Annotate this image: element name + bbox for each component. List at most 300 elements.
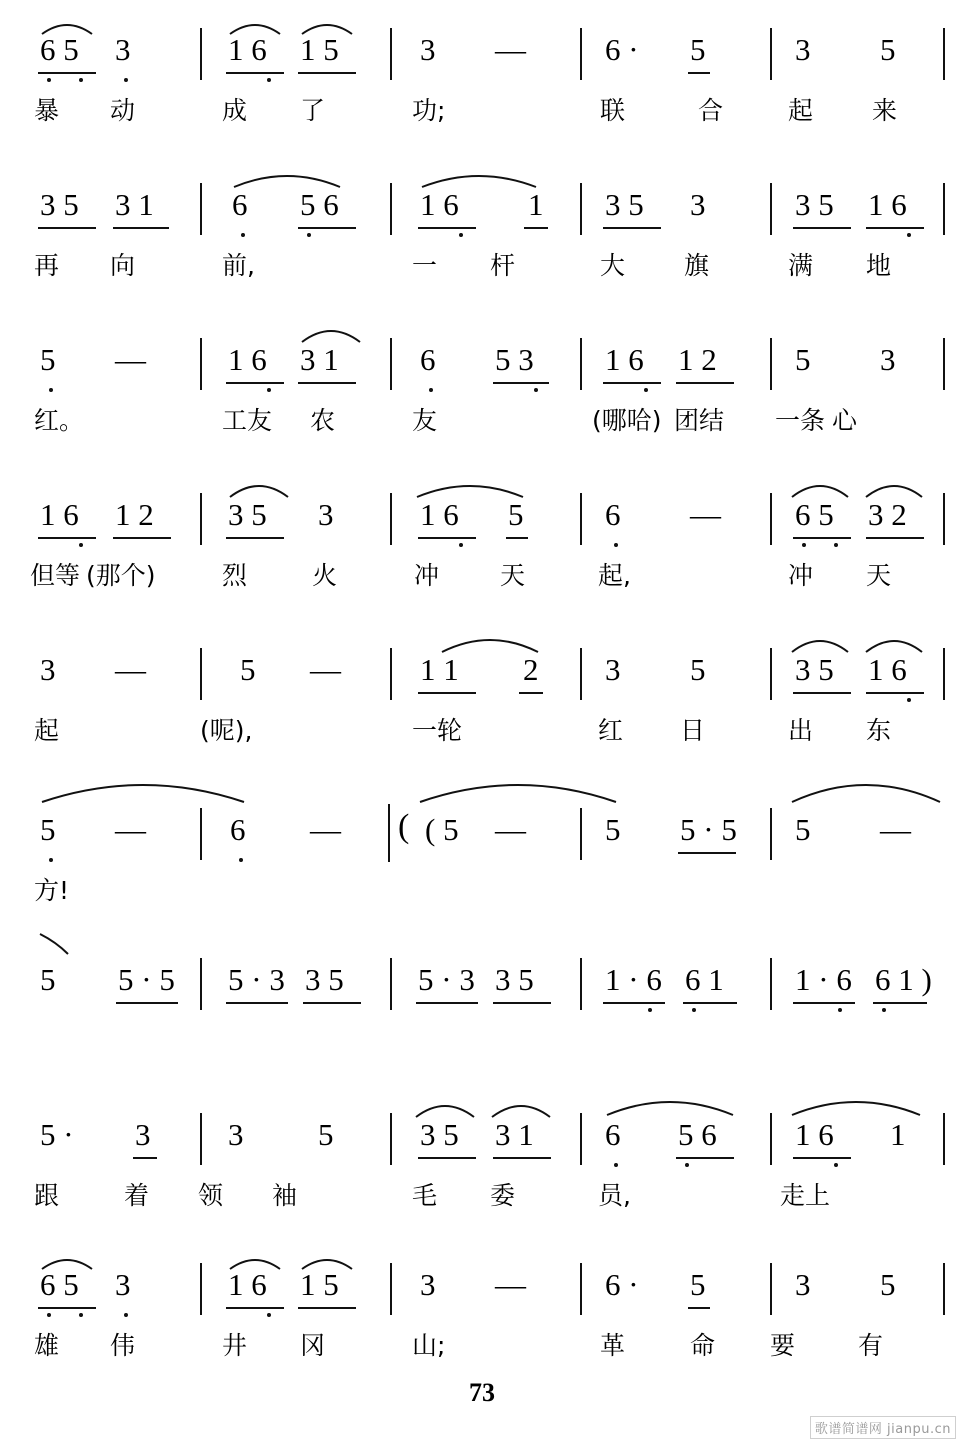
note-group: 5 [795, 342, 811, 377]
note-group: 1 6 [40, 497, 79, 532]
octave-dot [614, 543, 618, 547]
barline [943, 183, 945, 235]
lyric: 心 [832, 406, 858, 435]
lyric: 红。 [34, 406, 85, 435]
octave-dot [648, 1008, 652, 1012]
octave-dot [614, 1163, 618, 1167]
note-group: 5 [880, 1267, 896, 1302]
note-group: 1 2 [115, 497, 154, 532]
note-group: 3 5 [795, 187, 834, 222]
note-group: — [495, 812, 526, 847]
staff-system-4 [0, 475, 964, 625]
note-group: 1 [890, 1117, 906, 1152]
octave-dot [267, 78, 271, 82]
beam-line [418, 1157, 476, 1159]
lyric: 命 [690, 1331, 716, 1360]
note-group: 5 [690, 652, 706, 687]
staff-system-6 [0, 790, 964, 940]
barline [200, 493, 202, 545]
lyric: 领 [198, 1181, 224, 1210]
beam-line [418, 227, 476, 229]
barline [390, 338, 392, 390]
staff-system-3 [0, 320, 964, 470]
note-group: 3 [795, 32, 811, 67]
barline [390, 493, 392, 545]
beam-line [678, 852, 736, 854]
barline [388, 804, 390, 862]
beam-line [418, 537, 476, 539]
barline [943, 493, 945, 545]
beam-line [873, 1002, 927, 1004]
lyric: 毛 [412, 1181, 438, 1210]
beam-line [493, 382, 549, 384]
lyric: (呢), [200, 716, 253, 745]
slur-icon [40, 776, 246, 804]
barline [770, 808, 772, 860]
note-group: 6 [605, 497, 621, 532]
lyric: 成 [222, 96, 248, 125]
lyric: 走上 [780, 1181, 831, 1210]
note-group: — [115, 812, 146, 847]
barline [390, 958, 392, 1010]
note-group: 5 [318, 1117, 334, 1152]
octave-dot [459, 233, 463, 237]
note-group: 5 [40, 962, 56, 997]
lyric: 火 [312, 561, 338, 590]
barline [943, 28, 945, 80]
lyric: 袖 [272, 1181, 298, 1210]
lyric: 合 [698, 96, 724, 125]
note-group: 3 [420, 1267, 436, 1302]
lyric: 来 [872, 96, 898, 125]
note-group: 6 [605, 1117, 621, 1152]
barline [200, 648, 202, 700]
barline [390, 1113, 392, 1165]
note-group: 6 [420, 342, 436, 377]
lyric: (哪哈) [592, 406, 662, 435]
lyric: 地 [866, 251, 892, 280]
beam-line [226, 382, 284, 384]
barline [770, 338, 772, 390]
note-group: 5 [508, 497, 524, 532]
slur-icon [864, 479, 924, 499]
lyric: 井 [222, 1331, 248, 1360]
octave-dot [644, 388, 648, 392]
note-group: 3 2 [868, 497, 907, 532]
note-group: 5 [240, 652, 256, 687]
lyric: 暴 [34, 96, 60, 125]
note-group: 5 [605, 812, 621, 847]
note-group: 5 [690, 1267, 706, 1302]
slur-icon [440, 632, 540, 654]
note-group: 5 · 5 [118, 962, 175, 997]
beam-line [113, 227, 169, 229]
note-group: 1 · 6 [605, 962, 662, 997]
note-group: 6 · [605, 32, 639, 67]
note-group: 3 5 [40, 187, 79, 222]
lyric: 一轮 [412, 716, 463, 745]
octave-dot [692, 1008, 696, 1012]
note-group: ( 5 [425, 812, 459, 847]
octave-dot [307, 233, 311, 237]
slur-icon [418, 776, 618, 804]
beam-line [793, 537, 851, 539]
staff-system-7 [0, 940, 964, 1090]
note-group: 3 [228, 1117, 244, 1152]
slur-icon [605, 1095, 735, 1117]
beam-line [493, 1002, 551, 1004]
octave-dot [429, 388, 433, 392]
lyric: 前, [222, 251, 255, 280]
note-group: 1 6 [795, 1117, 834, 1152]
lyric: 工友 [222, 406, 273, 435]
beam-line [493, 1157, 551, 1159]
beam-line [418, 692, 476, 694]
barline [770, 1113, 772, 1165]
note-group: 3 [40, 652, 56, 687]
slur-icon [228, 479, 290, 499]
note-group: 5 6 [300, 187, 339, 222]
octave-dot [79, 1313, 83, 1317]
lyric: 大 [600, 251, 626, 280]
slur-icon [300, 324, 362, 344]
slur-icon [38, 932, 72, 956]
beam-line [688, 72, 710, 74]
octave-dot [907, 233, 911, 237]
octave-dot [534, 388, 538, 392]
lyric: 冈 [300, 1331, 326, 1360]
barline [200, 808, 202, 860]
barline [943, 1113, 945, 1165]
note-group: 6 5 [795, 497, 834, 532]
octave-dot [267, 1313, 271, 1317]
beam-line [866, 227, 924, 229]
slur-icon [420, 169, 538, 189]
barline [390, 183, 392, 235]
note-group: 3 [795, 1267, 811, 1302]
beam-line [793, 1002, 855, 1004]
beam-line [519, 692, 543, 694]
note-group: 3 5 [605, 187, 644, 222]
lyric: 有 [858, 1331, 884, 1360]
barline [943, 648, 945, 700]
beam-line [226, 72, 284, 74]
note-group: 1 6 [420, 497, 459, 532]
beam-line [683, 1002, 737, 1004]
slur-icon [415, 479, 525, 499]
barline [770, 1263, 772, 1315]
watermark [810, 1416, 956, 1439]
note-group: 6 1 ) [875, 962, 932, 997]
note-group: 3 [115, 32, 131, 67]
note-group: 5 · 3 [228, 962, 285, 997]
note-group: 6 5 [40, 1267, 79, 1302]
note-group: 3 [605, 652, 621, 687]
beam-line [38, 72, 96, 74]
barline [580, 183, 582, 235]
lyric: 满 [788, 251, 814, 280]
note-group: 5 · [40, 1117, 74, 1152]
lyric: 杆 [490, 251, 516, 280]
beam-line [38, 1307, 96, 1309]
lyric: 友 [412, 406, 438, 435]
barline [200, 183, 202, 235]
lyric: 冲 [414, 561, 440, 590]
lyric: 要 [770, 1331, 796, 1360]
lyric: 东 [866, 716, 892, 745]
note-group: 3 1 [115, 187, 154, 222]
beam-line [226, 1002, 288, 1004]
note-group: 5 [795, 812, 811, 847]
staff-system-1 [0, 10, 964, 160]
note-group: 3 1 [495, 1117, 534, 1152]
lyric: 红 [598, 716, 624, 745]
octave-dot [802, 543, 806, 547]
slur-icon [790, 479, 850, 499]
lyric: 员, [598, 1181, 631, 1210]
note-group: 1 5 [300, 1267, 339, 1302]
note-group: 3 [880, 342, 896, 377]
lyric: 委 [490, 1181, 516, 1210]
lyric: 伟 [110, 1331, 136, 1360]
note-group: — [495, 32, 526, 67]
note-group: 5 [40, 342, 56, 377]
barline [943, 338, 945, 390]
beam-line [793, 692, 851, 694]
note-group: 6 [232, 187, 248, 222]
lyric: 旗 [684, 251, 710, 280]
lyric: 方! [34, 876, 70, 905]
octave-dot [834, 543, 838, 547]
page-number: 73 [469, 1378, 495, 1407]
barline [200, 958, 202, 1010]
note-group: 3 [420, 32, 436, 67]
note-group: 3 [318, 497, 334, 532]
lyric: 跟 [34, 1181, 60, 1210]
barline [580, 493, 582, 545]
barline [580, 958, 582, 1010]
note-group: 5 [40, 812, 56, 847]
note-group: 5 [690, 32, 706, 67]
barline [770, 183, 772, 235]
note-group: 1 6 [868, 187, 907, 222]
note-group: — [690, 497, 721, 532]
lyric: 日 [680, 716, 706, 745]
note-group: 1 6 [228, 32, 267, 67]
barline [580, 1113, 582, 1165]
beam-line [676, 1157, 734, 1159]
barline [943, 1263, 945, 1315]
slur-icon [790, 1095, 922, 1117]
lyric: 再 [34, 251, 60, 280]
staff-system-5 [0, 630, 964, 780]
barline [770, 958, 772, 1010]
beam-line [298, 227, 356, 229]
octave-dot [124, 78, 128, 82]
lyric: 动 [110, 96, 136, 125]
slur-icon [864, 634, 924, 654]
lyric: 了 [300, 96, 326, 125]
octave-dot [834, 1163, 838, 1167]
beam-line [603, 227, 661, 229]
beam-line [38, 537, 96, 539]
note-group: — [310, 652, 341, 687]
barline [200, 338, 202, 390]
slur-icon [414, 1099, 476, 1119]
beam-line [226, 537, 284, 539]
watermark-text: 歌谱简谱网 jianpu.cn [810, 1416, 956, 1439]
lyric: 联 [600, 96, 626, 125]
beam-line [38, 227, 96, 229]
note-group: 1 6 [420, 187, 459, 222]
note-group: — [310, 812, 341, 847]
lyric: 冲 [788, 561, 814, 590]
lyric: 起, [598, 561, 631, 590]
octave-dot [49, 858, 53, 862]
barline [200, 28, 202, 80]
lyric: 起 [788, 96, 814, 125]
note-group: 5 3 [495, 342, 534, 377]
lyric: 一 [412, 251, 438, 280]
octave-dot [79, 543, 83, 547]
repeat-open-paren: ( [398, 808, 410, 845]
beam-line [303, 1002, 361, 1004]
note-group: 5 [880, 32, 896, 67]
note-group: — [115, 342, 146, 377]
note-group: 3 5 [228, 497, 267, 532]
octave-dot [47, 78, 51, 82]
octave-dot [838, 1008, 842, 1012]
barline [580, 1263, 582, 1315]
staff-system-9 [0, 1245, 964, 1395]
slur-icon [790, 776, 942, 804]
note-group: 3 5 [795, 652, 834, 687]
slur-icon [790, 634, 850, 654]
note-group: 1 2 [678, 342, 717, 377]
lyric: 着 [124, 1181, 150, 1210]
note-group: 1 1 [420, 652, 459, 687]
lyric: 起 [34, 716, 60, 745]
beam-line [793, 1157, 851, 1159]
beam-line [866, 537, 924, 539]
barline [770, 493, 772, 545]
beam-line [133, 1157, 157, 1159]
beam-line [298, 382, 356, 384]
lyric: 天 [866, 561, 892, 590]
lyric: 功; [412, 96, 446, 125]
barline [770, 28, 772, 80]
note-group: 6 · [605, 1267, 639, 1302]
lyric: 出 [788, 716, 814, 745]
octave-dot [239, 858, 243, 862]
barline [770, 648, 772, 700]
barline [580, 808, 582, 860]
beam-line [113, 537, 171, 539]
note-group: 5 · 3 [418, 962, 475, 997]
note-group: 3 [115, 1267, 131, 1302]
octave-dot [79, 78, 83, 82]
beam-line [603, 382, 661, 384]
beam-line [866, 692, 924, 694]
slur-icon [490, 1099, 552, 1119]
barline [580, 648, 582, 700]
note-group: 1 [528, 187, 544, 222]
lyric: 但等 [30, 561, 81, 590]
barline [580, 338, 582, 390]
note-group: — [495, 1267, 526, 1302]
barline [200, 1263, 202, 1315]
note-group: 3 1 [300, 342, 339, 377]
note-group: 3 5 [420, 1117, 459, 1152]
octave-dot [124, 1313, 128, 1317]
note-group: 5 6 [678, 1117, 717, 1152]
staff-system-2 [0, 165, 964, 315]
barline [390, 648, 392, 700]
lyric: 一条 [775, 406, 826, 435]
note-group: 3 5 [495, 962, 534, 997]
octave-dot [907, 698, 911, 702]
beam-line [524, 227, 548, 229]
note-group: 3 [135, 1117, 151, 1152]
note-group: 2 [523, 652, 539, 687]
lyric: 雄 [34, 1331, 60, 1360]
note-group: 1 5 [300, 32, 339, 67]
beam-line [793, 227, 851, 229]
note-group: 6 5 [40, 32, 79, 67]
octave-dot [685, 1163, 689, 1167]
beam-line [226, 1307, 284, 1309]
barline [390, 1263, 392, 1315]
beam-line [688, 1307, 710, 1309]
note-group: 1 6 [228, 1267, 267, 1302]
note-group: — [115, 652, 146, 687]
note-group: 6 [230, 812, 246, 847]
staff-system-8 [0, 1095, 964, 1245]
note-group: 3 [690, 187, 706, 222]
octave-dot [241, 233, 245, 237]
lyric: 烈 [222, 561, 248, 590]
octave-dot [49, 388, 53, 392]
note-group: 3 5 [305, 962, 344, 997]
barline [390, 28, 392, 80]
lyric: (那个) [86, 561, 156, 590]
beam-line [298, 72, 356, 74]
octave-dot [459, 543, 463, 547]
lyric: 山; [412, 1331, 446, 1360]
octave-dot [882, 1008, 886, 1012]
beam-line [116, 1002, 178, 1004]
lyric: 团结 [674, 406, 725, 435]
note-group: 1 · 6 [795, 962, 852, 997]
note-group: 1 6 [228, 342, 267, 377]
lyric: 革 [600, 1331, 626, 1360]
octave-dot [47, 1313, 51, 1317]
beam-line [416, 1002, 478, 1004]
lyric: 农 [310, 406, 336, 435]
note-group: 5 · 5 [680, 812, 737, 847]
note-group: 1 6 [605, 342, 644, 377]
barline [200, 1113, 202, 1165]
beam-line [506, 537, 528, 539]
lyric: 天 [500, 561, 526, 590]
beam-line [676, 382, 734, 384]
slur-icon [232, 169, 342, 189]
barline [580, 28, 582, 80]
octave-dot [267, 388, 271, 392]
beam-line [603, 1002, 665, 1004]
beam-line [298, 1307, 356, 1309]
lyric: 向 [110, 251, 136, 280]
